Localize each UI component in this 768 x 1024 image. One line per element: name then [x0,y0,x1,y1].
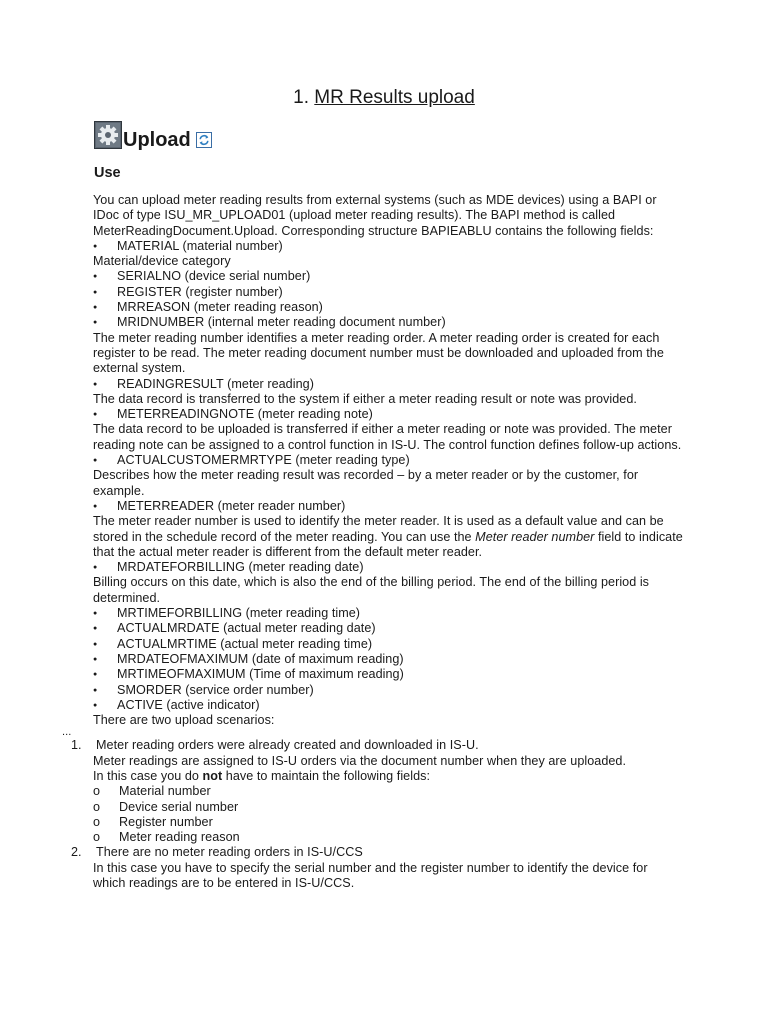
scenario-1-item [93,784,683,799]
meterreader-note-text-end: field to indicate that the actual meter reader is different from the default meter reader. [93,529,683,559]
scenario-1-item [93,800,683,815]
heading-number: 1. [293,87,310,108]
use-heading: Use [94,165,121,181]
field-mrreason: ● MRREASON (meter reading reason) [93,300,683,315]
scenario-1-case-text-end: have to maintain the following fields: [222,768,431,783]
field-readingresult: ● READINGRESULT (meter reading) [93,377,683,392]
circle-bullet-icon: o [93,814,101,829]
field-readingresult-note: The data record is transferred to the system if either a meter reading result or note was provided. [93,391,637,406]
scenario-1-case-text: In this case you do [93,768,203,783]
scenario-1-item-label: Register number [119,814,213,829]
field-serialno: ● SERIALNO (device serial number) [93,269,683,284]
section-heading [0,87,768,109]
scenario-1-text: Meter readings are assigned to IS-U orders via the document number when they are uploaded. [93,753,627,768]
field-actualcustomermrtype-note: Describes how the meter reading result was recorded – by a meter reader or by the customer, for example. [93,468,639,498]
field-mrtimeofmaximum: ● MRTIMEOFMAXIMUM (Time of maximum reading) [93,667,683,682]
field-mrtimeforbilling: ● MRTIMEFORBILLING (meter reading time) [93,606,683,621]
circle-bullet-icon: o [93,784,101,799]
scenario-1-item [93,830,683,845]
field-active: ● ACTIVE (active indicator) [93,698,683,713]
circle-bullet-icon: o [93,799,101,814]
intro-paragraph: You can upload meter reading results from external systems (such as MDE devices) using a BAPI or IDoc of type ISU_MR_UPLOAD01 (upload meter reading results). The BAPI method is called MeterReadingDocument.Upload. Corresponding structure BAPIEABLU contains the following fields: [93,193,657,238]
heading-link[interactable]: MR Results upload [314,87,475,108]
field-mrdateofmaximum: ● MRDATEOFMAXIMUM (date of maximum reading) [93,652,683,667]
field-actualcustomermrtype: ● ACTUALCUSTOMERMRTYPE (meter reading type) [93,453,683,468]
field-actualmrdate: ● ACTUALMRDATE (actual meter reading date) [93,621,683,636]
field-mridnumber-note: The meter reading number identifies a meter reading order. A meter reading order is created for each register to be read. The meter reading document number must be downloaded and uploaded from the external system. [93,330,664,376]
field-meterreader-note [93,514,683,560]
scenario-1-case [93,769,683,784]
scenario-1-case-not: not [202,768,223,783]
field-mrdateforbilling: ● MRDATEFORBILLING (meter reading date) [93,560,683,575]
meterreader-field-name: Meter reader number [475,529,595,544]
scenario-1-title: Meter reading orders were already created and downloaded in IS-U. [96,738,479,753]
field-mridnumber: ● MRIDNUMBER (internal meter reading document number) [93,315,683,330]
scenario-1-item-label: Material number [119,784,211,799]
circle-bullet-icon: o [93,830,101,845]
field-mrdateforbilling-note: Billing occurs on this date, which is also the end of the billing period. The end of the billing period is determined. [93,575,650,605]
scenarios-intro: There are two upload scenarios: [93,713,275,728]
scenario-2-title-row [71,845,683,860]
scenario-2-title: There are no meter reading orders in IS-U/CCS [96,845,363,860]
field-actualmrtime: ● ACTUALMRTIME (actual meter reading time) [93,637,683,652]
field-register: ● REGISTER (register number) [93,285,683,300]
field-meterreadingnote: ● METERREADINGNOTE (meter reading note) [93,407,683,422]
scenario-1-item-label: Device serial number [119,799,239,814]
ellipsis: ... [62,726,72,739]
scenario-2-number: 2. [71,845,82,860]
upload-title: Upload [123,129,191,151]
scenario-1-number: 1. [71,738,82,753]
upload-title-row [94,120,212,154]
scenario-2-text: In this case you have to specify the serial number and the register number to identify the device for which readings are to be entered in IS-U/CCS. [93,860,648,891]
document-body [62,193,683,891]
field-meterreadingnote-note: The data record to be uploaded is transferred if either a meter reading or note was provided. The meter reading note can be assigned to a control function in IS-U. The control function defines follow-up actions. [93,422,682,452]
refresh-icon[interactable] [196,132,212,148]
gear-icon [94,121,122,149]
scenario-1-title-row [71,738,683,753]
field-material-note: Material/device category [93,254,231,269]
meterreader-note-text: The meter reader number is used to identify the meter reader. It is used as a default value and can be stored in the schedule record of the meter reading. You can use the [93,514,664,544]
scenario-1-item [93,815,683,830]
scenario-1-item-label: Meter reading reason [119,830,240,845]
field-material: ● MATERIAL (material number) [93,239,683,254]
field-smorder: ● SMORDER (service order number) [93,683,683,698]
field-meterreader: ● METERREADER (meter reader number) [93,499,683,514]
